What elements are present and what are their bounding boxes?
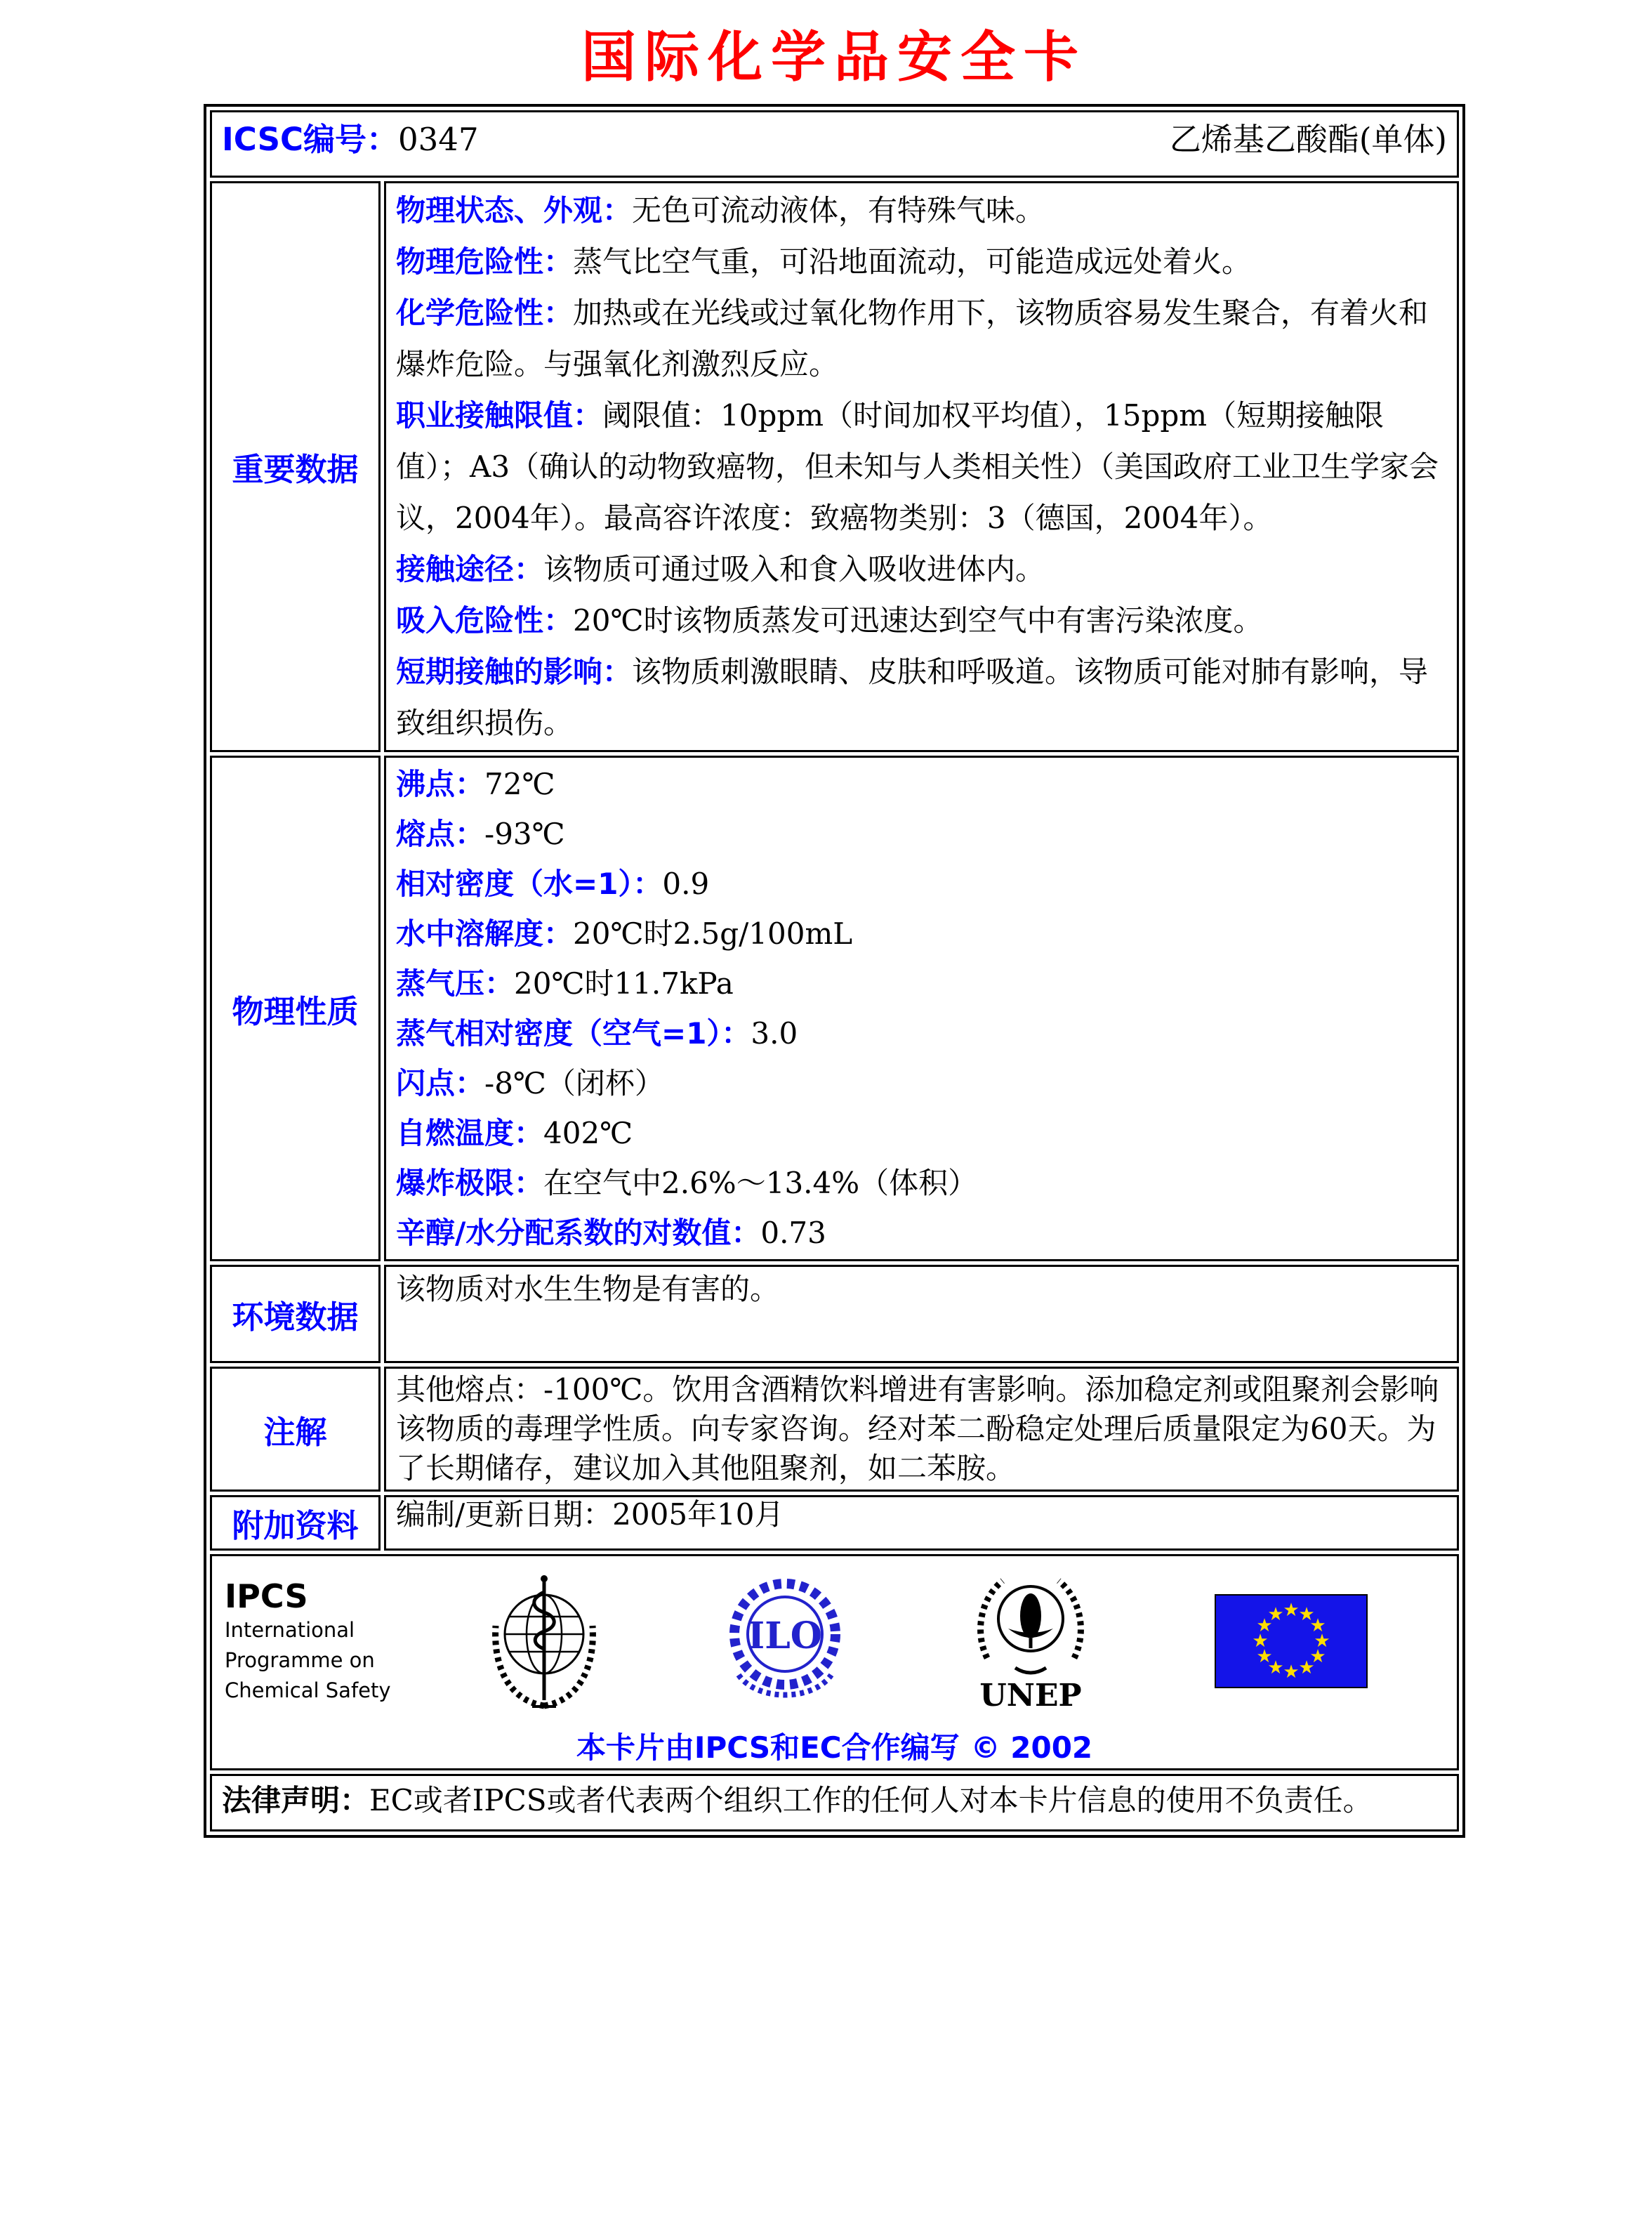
svg-text:★: ★ [1267,1657,1284,1678]
legal-notice-cell [210,1774,1459,1831]
field-physical-danger: 物理危险性：蒸气比空气重，可沿地面流动，可能造成远处着火。 [396,244,1252,279]
caption-text: 本卡片由IPCS和EC合作编写 [576,1730,960,1765]
header-cell [210,110,1459,178]
additional-info-row [210,1495,1459,1551]
icsc-number-label: ICSC编号： [222,121,399,158]
svg-text:★: ★ [1252,1631,1269,1652]
field-physical-state: 物理状态、外观：无色可流动液体，有特殊气味。 [396,193,1045,228]
field-boiling-point: 沸点：72℃ [396,767,555,801]
notes-content: 其他熔点：-100℃。饮用含酒精饮料增进有害影响。添加稳定剂或阻聚剂会影响该物质的毒理学性质。向专家咨询。经对苯二酚稳定处理后质量限定为60天。为了长期储存，建议加入其他阻聚剂，如二苯胺。 [384,1367,1459,1492]
row-label-environmental-data: 环境数据 [210,1265,381,1363]
environmental-data-content: 该物质对水生生物是有害的。 [384,1265,1459,1363]
logos-row [210,1554,1459,1770]
important-data-row [210,181,1459,752]
row-label-physical-properties: 物理性质 [210,756,381,1261]
svg-text:★: ★ [1298,1657,1315,1678]
important-data-content [384,181,1459,752]
field-explosive-limits: 爆炸极限：在空气中2.6%～13.4%（体积） [396,1166,978,1200]
svg-text:★: ★ [1309,1615,1326,1636]
svg-text:★: ★ [1256,1646,1273,1667]
field-occupational-exposure-limits: 职业接触限值：阈限值：10ppm（时间加权平均值），15ppm（短期接触限值）；A3（确认的动物致癌物，但未知与人类相关性）（美国政府工业卫生学家会议，2004年）。最高容许浓度：致癌物类别：3（德国，2004年）。 [396,398,1439,535]
cooperation-caption [222,1725,1447,1767]
header-row [210,110,1459,178]
ipcs-acronym: IPCS [225,1577,308,1615]
chemical-name: 乙烯基乙酸酯(单体) [1169,121,1447,158]
field-octanol-water-partition: 辛醇/水分配系数的对数值：0.73 [396,1216,826,1250]
icsc-number [222,114,479,159]
unep-emblem-icon [966,1565,1095,1717]
field-melting-point: 熔点：-93℃ [396,817,565,851]
eu-flag-icon [1215,1594,1368,1688]
physical-properties-content [384,756,1459,1261]
field-relative-density: 相对密度（水=1）：0.9 [396,867,710,901]
field-autoignition-temperature: 自燃温度：402℃ [396,1116,633,1150]
field-vapor-pressure: 蒸气压：20℃时11.7kPa [396,966,734,1001]
who-emblem-icon [483,1572,605,1710]
ilo-emblem-icon [723,1572,847,1710]
svg-text:★: ★ [1256,1615,1273,1636]
legal-notice-label: 法律声明： [222,1783,370,1817]
copyright-text: © 2002 [970,1730,1093,1765]
field-exposure-routes: 接触途径：该物质可通过吸入和食入吸收进体内。 [396,552,1045,586]
row-label-additional-info: 附加资料 [210,1495,381,1551]
unep-label: UNEP [979,1678,1082,1714]
field-vapor-relative-density: 蒸气相对密度（空气=1）：3.0 [396,1016,798,1051]
page-title: 国际化学品安全卡 [581,26,1087,89]
svg-text:★: ★ [1283,1662,1300,1683]
row-label-notes: 注解 [210,1367,381,1492]
field-short-term-effects: 短期接触的影响：该物质刺激眼睛、皮肤和呼吸道。该物质可能对肺有影响，导致组织损伤。 [396,655,1429,740]
additional-info-content: 编制/更新日期：2005年10月 [384,1495,1459,1551]
row-label-important-data: 重要数据 [210,181,381,752]
physical-properties-row [210,756,1459,1261]
legal-notice-row [210,1774,1459,1831]
ipcs-text-block [225,1577,402,1706]
notes-row [210,1367,1459,1492]
ipcs-line-1: International [225,1617,355,1642]
field-flash-point: 闪点：-8℃（闭杯） [396,1066,664,1100]
ipcs-line-3: Chemical Safety [225,1678,391,1702]
icsc-number-value: 0347 [398,121,479,158]
legal-notice-text: EC或者IPCS或者代表两个组织工作的任何人对本卡片信息的使用不负责任。 [369,1783,1373,1817]
field-chemical-danger: 化学危险性：加热或在光线或过氧化物作用下，该物质容易发生聚合，有着火和爆炸危险。与强氧化剂激烈反应。 [396,296,1429,381]
environmental-data-row [210,1265,1459,1363]
ilo-label: ILO [747,1614,823,1657]
field-inhalation-risk: 吸入危险性：20℃时该物质蒸发可迅速达到空气中有害污染浓度。 [396,603,1263,638]
svg-text:★: ★ [1283,1600,1300,1621]
svg-text:★: ★ [1298,1604,1315,1625]
field-water-solubility: 水中溶解度：20℃时2.5g/100mL [396,916,853,951]
svg-text:★: ★ [1314,1631,1330,1652]
icsc-card-table [204,104,1465,1838]
svg-text:★: ★ [1267,1604,1284,1625]
ipcs-line-2: Programme on [225,1648,375,1672]
logos-cell [210,1554,1459,1770]
svg-text:★: ★ [1309,1646,1326,1667]
